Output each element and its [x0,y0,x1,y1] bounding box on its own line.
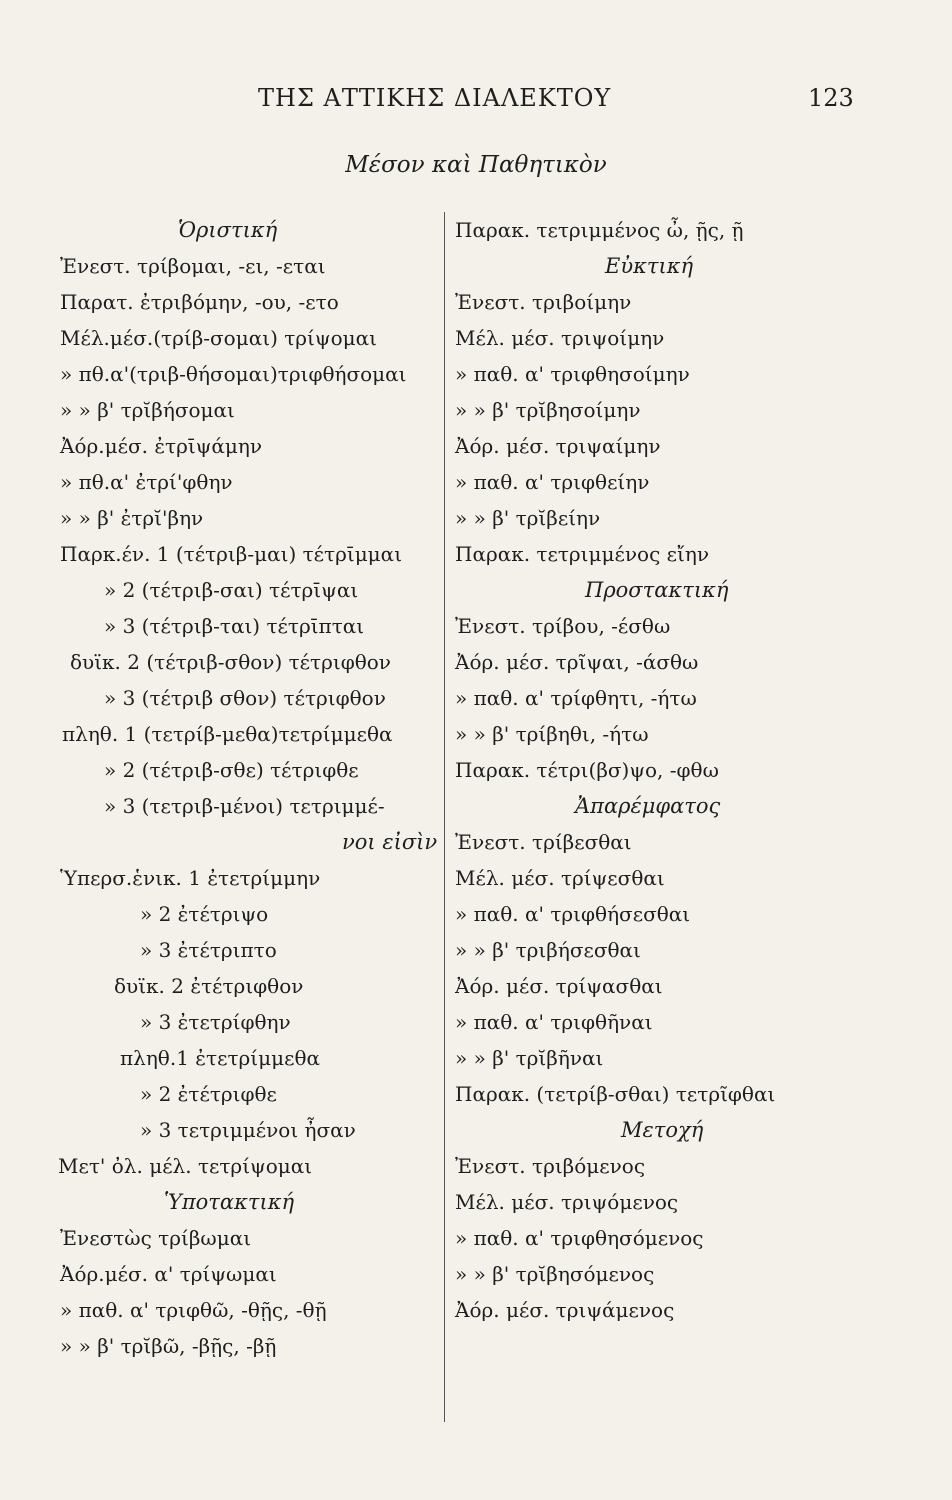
paradigm-line: Παρατ. ἐτριβόμην, -ου, -ετο [60,290,339,314]
paradigm-line: » » β' τρῐβησόμενος [455,1262,655,1286]
paradigm-line: Παρακ. τέτρι(βσ)ψο, -φθω [455,758,719,782]
paradigm-line: » 3 ἐτέτριπτο [140,938,277,962]
paradigm-line: » 2 ἐτέτριφθε [140,1082,277,1106]
running-title: ΤΗΣ ΑΤΤΙΚΗΣ ΔΙΑΛΕΚΤΟΥ [258,84,612,112]
paradigm-line: νοι εἰσὶν [342,830,438,854]
paradigm-line: Ἀόρ. μέσ. τριψαίμην [455,434,661,458]
paradigm-line: πληθ.1 ἐτετρίμμεθα [120,1046,321,1070]
paradigm-line: » 3 (τετριβ-μένοι) τετριμμέ- [104,794,385,818]
paradigm-line: δυϊκ. 2 ἐτέτριφθον [114,974,304,998]
paradigm-line: » » β' τρῐβῆναι [455,1046,604,1070]
page-number: 123 [808,84,854,112]
paradigm-line: Ἐνεστ. τριβοίμην [455,290,632,314]
paradigm-line: » 2 (τέτριβ-σαι) τέτρῑψαι [104,578,359,602]
section-title: Μέσον καὶ Παθητικὸν [345,152,607,178]
page-header [0,84,952,118]
paradigm-line: » » β' τρῐβησοίμην [455,398,641,422]
paradigm-line: » » β' τριβήσεσθαι [455,938,641,962]
paradigm-line: » » β' τρίβηθι, -ήτω [455,722,649,746]
column-divider [444,212,445,1422]
paradigm-line: » παθ. α' τριφθήσεσθαι [455,902,691,926]
paradigm-line: » » β' τρῐβήσομαι [60,398,235,422]
subheading-ypotaktiki: Ὑποτακτική [164,1190,295,1214]
paradigm-line: Ἐνεστ. τρίβομαι, -ει, -εται [60,254,326,278]
paradigm-line: Ἐνεστ. τριβόμενος [455,1154,646,1178]
paradigm-line: Ἐνεστ. τρίβου, -έσθω [455,614,671,638]
paradigm-line: Μέλ. μέσ. τρίψεσθαι [455,866,665,890]
paradigm-line: » 3 (τέτριβ σθον) τέτριφθον [104,686,386,710]
paradigm-line: Ὑπερσ.ἑνικ. 1 ἐτετρίμμην [60,866,321,890]
paradigm-line: » παθ. α' τριφθῆναι [455,1010,653,1034]
paradigm-line: Παρακ. τετριμμένος εἴην [455,542,709,566]
paradigm-line: » 3 ἐτετρίφθην [140,1010,291,1034]
paradigm-line: » 2 ἐτέτριψο [140,902,269,926]
paradigm-line: Μετ' ὀλ. μέλ. τετρίψομαι [58,1154,313,1178]
paradigm-line: » 2 (τέτριβ-σθε) τέτριφθε [104,758,359,782]
paradigm-line: πληθ. 1 (τετρίβ-μεθα)τετρίμμεθα [62,722,393,746]
subheading-aparemfatos: Ἀπαρέμφατος [575,794,721,818]
subheading-metochi: Μετοχή [621,1118,704,1142]
paradigm-line: Ἀόρ. μέσ. τρῖψαι, -άσθω [455,650,699,674]
paradigm-line: Ἐνεστ. τρίβεσθαι [455,830,632,854]
paradigm-line: » παθ. α' τριφθείην [455,470,650,494]
paradigm-line: » παθ. α' τριφθῶ, -θῇς, -θῇ [60,1298,327,1322]
paradigm-line: » 3 (τέτριβ-ται) τέτρῑπται [104,614,365,638]
paradigm-line: Παρακ. (τετρίβ-σθαι) τετρῖφθαι [455,1082,776,1106]
paradigm-line: Ἀόρ.μέσ. α' τρίψωμαι [60,1262,277,1286]
paradigm-line: δυϊκ. 2 (τέτριβ-σθον) τέτριφθον [70,650,391,674]
paradigm-line: » παθ. α' τριφθησόμενος [455,1226,704,1250]
subheading-oristiki: Ὁριστική [178,218,278,242]
paradigm-line: » » β' τρῐβῶ, -βῇς, -βῇ [60,1334,277,1358]
paradigm-line: » 3 τετριμμένοι ἦσαν [140,1118,356,1142]
paradigm-line: » » β' ἐτρῐ'βην [60,506,204,530]
paradigm-line: Ἀόρ.μέσ. ἐτρῑψάμην [60,434,263,458]
paradigm-line: Ἀόρ. μέσ. τριψάμενος [455,1298,675,1322]
paradigm-line: Μέλ. μέσ. τριψοίμην [455,326,665,350]
paradigm-line: » πθ.α' ἐτρί'φθην [60,470,233,494]
subheading-prostaktiki: Προστακτική [585,578,729,602]
paradigm-line: Ἀόρ. μέσ. τρίψασθαι [455,974,663,998]
paradigm-line: Παρκ.έν. 1 (τέτριβ-μαι) τέτρῑμμαι [60,542,403,566]
paradigm-line: Μέλ. μέσ. τριψόμενος [455,1190,679,1214]
paradigm-line: » » β' τρῐβείην [455,506,601,530]
subheading-euktiki: Εὐκτική [605,254,694,278]
paradigm-line: Παρακ. τετριμμένος ὦ, ῇς, ῇ [455,218,744,242]
paradigm-line: » πθ.α'(τριβ-θήσομαι)τριφθήσομαι [60,362,407,386]
paradigm-line: » παθ. α' τρίφθητι, -ήτω [455,686,697,710]
paradigm-line: Ἐνεστὼς τρίβωμαι [60,1226,252,1250]
paradigm-line: » παθ. α' τριφθησοίμην [455,362,690,386]
paradigm-line: Μέλ.μέσ.(τρίβ-σομαι) τρίψομαι [60,326,377,350]
